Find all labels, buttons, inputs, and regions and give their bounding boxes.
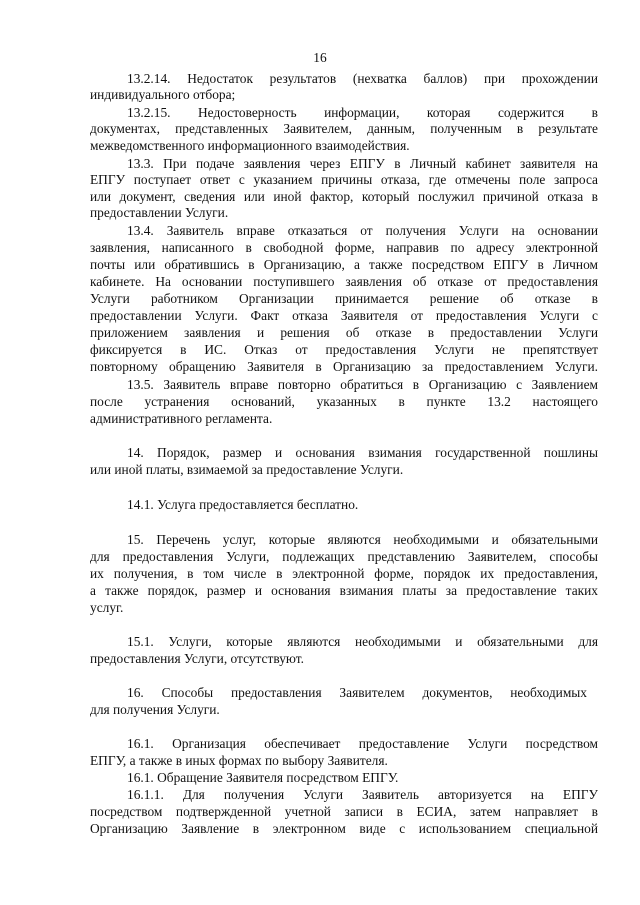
section-16-heading-line-2: для получения Услуги. (90, 702, 220, 717)
para-13-4-line-9: повторному обращению Заявителя в Организацию за предоставлением Услуги. (90, 359, 598, 374)
section-14-heading-line-1: 14. Порядок, размер и основания взимания государственной пошлины (127, 445, 598, 460)
section-15-heading-line-4: а также порядок, размер и основания взимания платы за предоставление таких (90, 583, 598, 598)
para-16-1-1-line-1: 16.1.1. Для получения Услуги Заявитель авторизуется на ЕПГУ (127, 787, 598, 802)
para-13-5-line-1: 13.5. Заявитель вправе повторно обратиться в Организацию с Заявлением (127, 377, 598, 392)
para-16-1-1-line-3: Организацию Заявление в электронном виде с использованием специальной (90, 821, 598, 836)
para-13-4-line-6: предоставлении Услуги. Факт отказа Заявителя от предоставления Услуги с (90, 308, 598, 323)
para-13-2-15-line-2: документах, представленных Заявителем, данным, полученным в результате (90, 121, 598, 136)
para-13-4-line-2: заявления, написанного в свободной форме, направив по адресу электронной (90, 240, 598, 255)
para-13-2-15-line-3: межведомственного информационного взаимодействия. (90, 138, 410, 153)
para-15-1-line-1: 15.1. Услуги, которые являются необходимыми и обязательными для (127, 634, 598, 649)
section-15-heading-line-3: их получения, в том числе в электронной форме, порядок их предоставления, (90, 566, 598, 581)
section-15-heading-line-1: 15. Перечень услуг, которые являются необходимыми и обязательными (127, 532, 598, 547)
section-16-heading-line-1: 16. Способы предоставления Заявителем документов, необходимых (127, 685, 587, 700)
para-16-1-line-3: 16.1. Обращение Заявителя посредством ЕПГУ. (127, 770, 399, 785)
para-13-4-line-7: приложением заявления и решения об отказе в предоставлении Услуги (90, 325, 598, 340)
para-13-5-line-2: после устранения оснований, указанных в пункте 13.2 настоящего (90, 394, 598, 409)
para-13-3-line-3: или документ, сведения или иной фактор, который послужил причиной отказа в (90, 189, 598, 204)
section-15-heading-line-5: услуг. (90, 600, 124, 615)
para-13-3-line-2: ЕПГУ поступает ответ с указанием причины отказа, где отмечены поле запроса (90, 172, 598, 187)
para-13-4-line-8: фиксируется в ИС. Отказ от предоставления Услуги не препятствует (90, 342, 598, 357)
para-15-1-line-2: предоставления Услуги, отсутствуют. (90, 651, 304, 666)
page-number: 16 (313, 50, 327, 65)
section-14-heading-line-2: или иной платы, взимаемой за предоставление Услуги. (90, 462, 404, 477)
para-13-4-line-3: почты или обратившись в Организацию, а также посредством ЕПГУ в Личном (90, 257, 598, 272)
para-13-5-line-3: административного регламента. (90, 411, 273, 426)
para-13-4-line-1: 13.4. Заявитель вправе отказаться от получения Услуги на основании (127, 223, 598, 238)
section-15-heading-line-2: для предоставления Услуги, подлежащих представлению Заявителем, способы (90, 549, 598, 564)
para-13-3-line-1: 13.3. При подаче заявления через ЕПГУ в Личный кабинет заявителя на (127, 156, 598, 171)
para-16-1-line-1: 16.1. Организация обеспечивает предоставление Услуги посредством (127, 736, 598, 751)
para-13-2-15-line-1: 13.2.15. Недостоверность информации, которая содержится в (127, 105, 598, 120)
para-13-2-14-line-1: 13.2.14. Недостаток результатов (нехватка баллов) при прохождении (127, 71, 598, 86)
para-13-2-14-line-2: индивидуального отбора; (90, 87, 236, 102)
para-14-1: 14.1. Услуга предоставляется бесплатно. (127, 497, 359, 512)
para-16-1-1-line-2: посредством подтвержденной учетной записи в ЕСИА, затем направляет в (90, 804, 598, 819)
para-16-1-line-2: ЕПГУ, а также в иных формах по выбору Заявителя. (90, 753, 388, 768)
para-13-4-line-4: кабинете. На основании поступившего заявления об отказе от предоставления (90, 274, 598, 289)
para-13-3-line-4: предоставлении Услуги. (90, 205, 229, 220)
para-13-4-line-5: Услуги работником Организации принимается решение об отказе в (90, 291, 598, 306)
